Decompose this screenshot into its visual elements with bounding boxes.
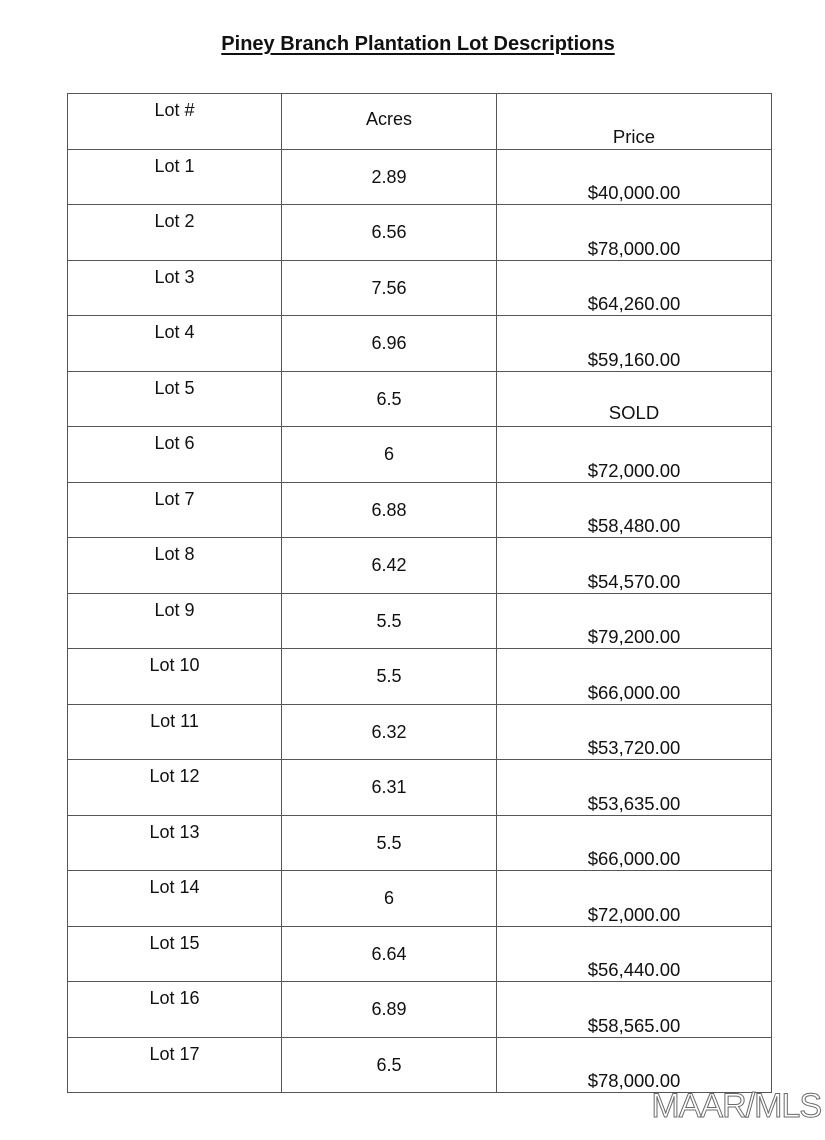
header-lot: Lot # <box>154 100 195 120</box>
lot-label: Lot 7 <box>154 488 195 509</box>
table-row <box>68 260 772 316</box>
table-body <box>68 149 772 1093</box>
acres-cell <box>282 815 497 871</box>
acres-value: 5.5 <box>376 832 402 853</box>
acres-cell <box>282 205 497 261</box>
table-row <box>68 704 772 760</box>
acres-value: 5.5 <box>376 610 402 631</box>
lot-cell <box>68 316 282 372</box>
acres-cell <box>282 1037 497 1093</box>
lot-label: Lot 1 <box>154 155 195 176</box>
acres-value: 6.5 <box>376 1054 402 1075</box>
lot-cell <box>68 926 282 982</box>
price-value: $78,000.00 <box>587 237 681 259</box>
acres-cell <box>282 704 497 760</box>
lot-label: Lot 16 <box>149 988 200 1008</box>
acres-cell <box>282 427 497 483</box>
price-cell <box>497 871 772 927</box>
lot-cell <box>68 871 282 927</box>
acres-value: 6.5 <box>376 388 402 409</box>
lot-cell <box>68 482 282 538</box>
table-row <box>68 926 772 982</box>
price-value: $79,200.00 <box>587 626 681 647</box>
header-lot-cell <box>68 94 282 150</box>
price-value: $53,635.00 <box>587 792 681 814</box>
lot-label: Lot 5 <box>154 377 195 398</box>
lot-cell <box>68 260 282 316</box>
acres-value: 6.42 <box>371 555 407 575</box>
lot-cell <box>68 760 282 816</box>
lot-label: Lot 4 <box>154 322 195 342</box>
lot-cell <box>68 704 282 760</box>
price-value: $54,570.00 <box>587 570 681 592</box>
mls-watermark: MAAR/MLS <box>651 1087 821 1125</box>
table-row <box>68 1037 772 1093</box>
table-row <box>68 149 772 205</box>
lot-cell <box>68 649 282 705</box>
price-value: $59,160.00 <box>587 348 681 370</box>
table-row <box>68 538 772 594</box>
table-row <box>68 427 772 483</box>
acres-cell <box>282 871 497 927</box>
acres-value: 6 <box>383 444 394 464</box>
acres-cell <box>282 260 497 316</box>
acres-value: 7.56 <box>371 277 407 298</box>
price-cell <box>497 316 772 372</box>
lot-label: Lot 14 <box>149 877 200 897</box>
lot-cell <box>68 538 282 594</box>
price-cell <box>497 649 772 705</box>
acres-value: 6.89 <box>371 999 407 1019</box>
acres-value: 5.5 <box>376 666 402 686</box>
sold-status: SOLD <box>608 401 660 423</box>
price-cell <box>497 538 772 594</box>
lot-cell <box>68 149 282 205</box>
acres-value: 6.88 <box>371 499 407 520</box>
acres-cell <box>282 926 497 982</box>
acres-value: 6.64 <box>371 943 407 964</box>
header-price: Price <box>612 125 656 147</box>
table-row <box>68 593 772 649</box>
table-row <box>68 982 772 1038</box>
lot-cell <box>68 205 282 261</box>
acres-cell <box>282 482 497 538</box>
document-title: Piney Branch Plantation Lot Descriptions <box>221 33 615 55</box>
acres-cell <box>282 149 497 205</box>
lot-label: Lot 12 <box>149 766 200 786</box>
price-cell <box>497 482 772 538</box>
header-acres: Acres <box>365 109 412 129</box>
acres-cell <box>282 538 497 594</box>
price-value: $66,000.00 <box>587 848 681 869</box>
acres-cell <box>282 649 497 705</box>
header-acres-cell <box>282 94 497 150</box>
acres-value: 6.31 <box>371 777 407 797</box>
lot-label: Lot 15 <box>149 932 200 953</box>
lot-label: Lot 9 <box>154 599 195 620</box>
table-row <box>68 316 772 372</box>
lot-cell <box>68 371 282 427</box>
price-cell <box>497 371 772 427</box>
price-value: $66,000.00 <box>587 681 681 703</box>
acres-cell <box>282 316 497 372</box>
lot-label: Lot 2 <box>154 211 195 231</box>
lot-cell <box>68 815 282 871</box>
header-price-cell <box>497 94 772 150</box>
price-cell <box>497 815 772 871</box>
acres-cell <box>282 371 497 427</box>
table-header-row <box>68 94 772 150</box>
lot-cell <box>68 1037 282 1093</box>
table-row <box>68 871 772 927</box>
price-value: $78,000.00 <box>587 1070 681 1091</box>
acres-value: 6 <box>383 888 394 908</box>
price-value: $72,000.00 <box>587 459 681 481</box>
price-cell <box>497 982 772 1038</box>
lot-cell <box>68 593 282 649</box>
acres-value: 6.96 <box>371 333 407 353</box>
lot-label: Lot 10 <box>149 655 200 675</box>
price-cell <box>497 760 772 816</box>
price-cell <box>497 593 772 649</box>
price-cell <box>497 427 772 483</box>
price-cell <box>497 926 772 982</box>
price-value: $40,000.00 <box>587 182 681 203</box>
lot-label: Lot 11 <box>150 710 199 731</box>
table-row <box>68 760 772 816</box>
lot-cell <box>68 427 282 483</box>
acres-cell <box>282 760 497 816</box>
lot-label: Lot 8 <box>154 544 195 564</box>
lot-cell <box>68 982 282 1038</box>
table-row <box>68 482 772 538</box>
price-value: $53,720.00 <box>587 737 681 758</box>
price-value: $58,565.00 <box>587 1014 681 1036</box>
price-value: $64,260.00 <box>587 293 681 314</box>
table-row <box>68 205 772 261</box>
lot-label: Lot 17 <box>149 1043 200 1064</box>
acres-cell <box>282 593 497 649</box>
table-row <box>68 371 772 427</box>
price-cell <box>497 704 772 760</box>
acres-cell <box>282 982 497 1038</box>
price-value: $56,440.00 <box>587 959 681 980</box>
table-row <box>68 649 772 705</box>
price-cell <box>497 149 772 205</box>
lot-label: Lot 6 <box>154 433 195 453</box>
table-row <box>68 815 772 871</box>
acres-value: 2.89 <box>371 166 407 187</box>
price-cell <box>497 260 772 316</box>
acres-value: 6.56 <box>371 222 407 242</box>
price-cell <box>497 205 772 261</box>
acres-value: 6.32 <box>371 721 407 742</box>
price-value: $58,480.00 <box>587 515 681 536</box>
price-value: $72,000.00 <box>587 903 681 925</box>
lot-label: Lot 13 <box>149 821 200 842</box>
lot-descriptions-table <box>67 93 772 1093</box>
lot-label: Lot 3 <box>154 266 195 287</box>
price-cell <box>497 1037 772 1093</box>
